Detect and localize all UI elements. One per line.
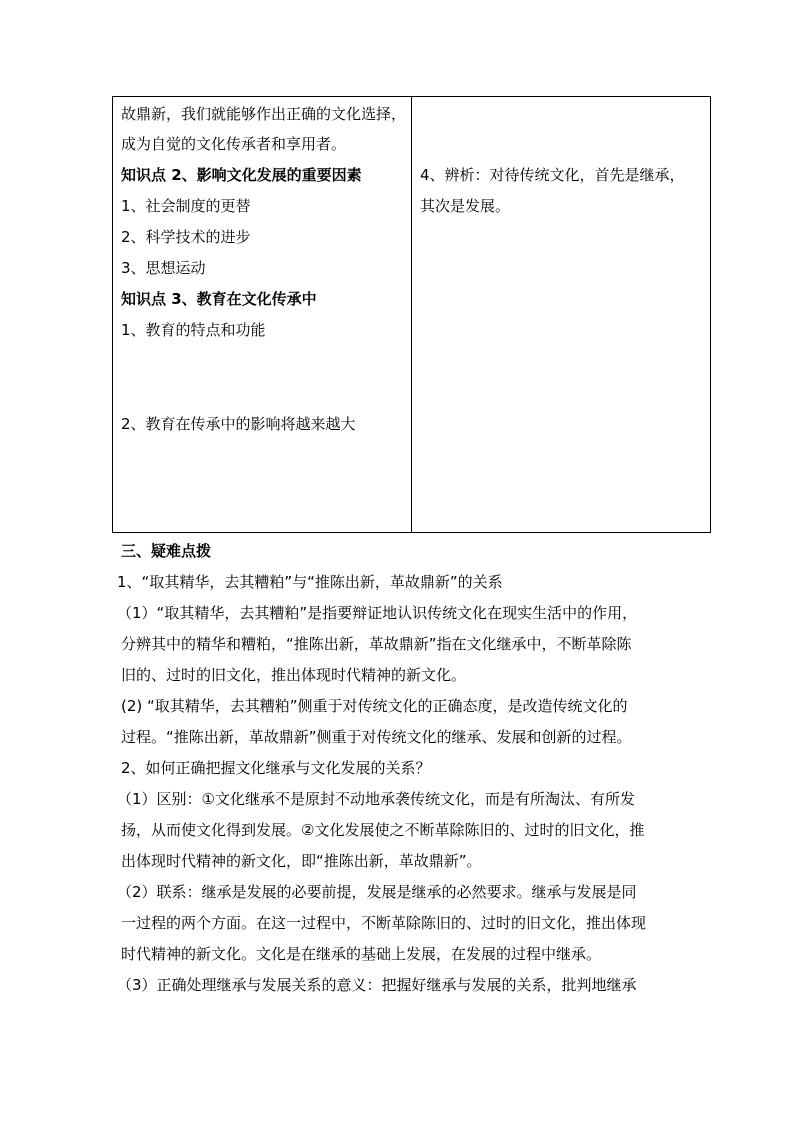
left-line-2: 成为自觉的文化传承者和享用者。 <box>121 135 347 153</box>
section-line-3: 分辨其中的精华和糟粕，“推陈出新，革故鼎新”指在文化继承中，不断革除陈 <box>121 635 632 653</box>
knowledge-point-3-heading: 知识点 3、教育在文化传承中 <box>121 290 317 308</box>
content-table <box>112 96 711 533</box>
left-line-4: 1、社会制度的更替 <box>121 197 251 215</box>
right-cell <box>412 97 711 533</box>
section-line-5: (2) “取其精华，去其糟粕”侧重于对传统文化的正确态度，是改造传统文化的 <box>121 697 628 715</box>
section-line-2: （1）“取其精华，去其糟粕”是指要辩证地认识传统文化在现实生活中的作用， <box>117 604 638 622</box>
section-line-4: 旧的、过时的旧文化，推出体现时代精神的新文化。 <box>121 666 467 684</box>
left-line-6: 3、思想运动 <box>121 259 206 277</box>
right-line-2: 其次是发展。 <box>420 197 511 215</box>
left-line-8: 1、教育的特点和功能 <box>121 321 266 339</box>
section-line-13: 时代精神的新文化。文化是在继承的基础上发展，在发展的过程中继承。 <box>121 945 602 963</box>
section-line-6: 过程。“推陈出新，革故鼎新”侧重于对传统文化的继承、发展和创新的过程。 <box>121 728 632 746</box>
section-line-9: 扬，从而使文化得到发展。②文化发展使之不断革除陈旧的、过时的旧文化，推 <box>121 821 645 839</box>
section-line-12: 一过程的两个方面。在这一过程中，不断革除陈旧的、过时的旧文化，推出体现 <box>121 914 647 932</box>
table-row <box>113 97 711 533</box>
left-line-1: 故鼎新，我们就能够作出正确的文化选择， <box>121 105 407 123</box>
left-line-5: 2、科学技术的进步 <box>121 228 251 246</box>
section-line-11: （2）联系：继承是发展的必要前提，发展是继承的必然要求。继承与发展是同 <box>117 883 637 901</box>
left-cell <box>113 97 412 533</box>
section-heading: 三、疑难点拨 <box>121 542 212 560</box>
knowledge-point-2-heading: 知识点 2、影响文化发展的重要因素 <box>121 166 362 184</box>
right-line-1: 4、辨析：对待传统文化，首先是继承， <box>420 166 685 184</box>
section-line-7: 2、如何正确把握文化继承与文化发展的关系？ <box>121 759 431 777</box>
section-line-8: （1）区别：①文化继承不是原封不动地承袭传统文化，而是有所淘汰、有所发 <box>117 790 635 808</box>
section-line-14: （3）正确处理继承与发展关系的意义：把握好继承与发展的关系，批判地继承 <box>117 976 637 994</box>
section-line-10: 出体现时代精神的新文化，即“推陈出新，革故鼎新”。 <box>121 852 482 870</box>
left-line-9: 2、教育在传承中的影响将越来越大 <box>121 415 356 433</box>
section-line-1: 1、“取其精华，去其糟粕”与“推陈出新，革故鼎新”的关系 <box>117 573 503 591</box>
